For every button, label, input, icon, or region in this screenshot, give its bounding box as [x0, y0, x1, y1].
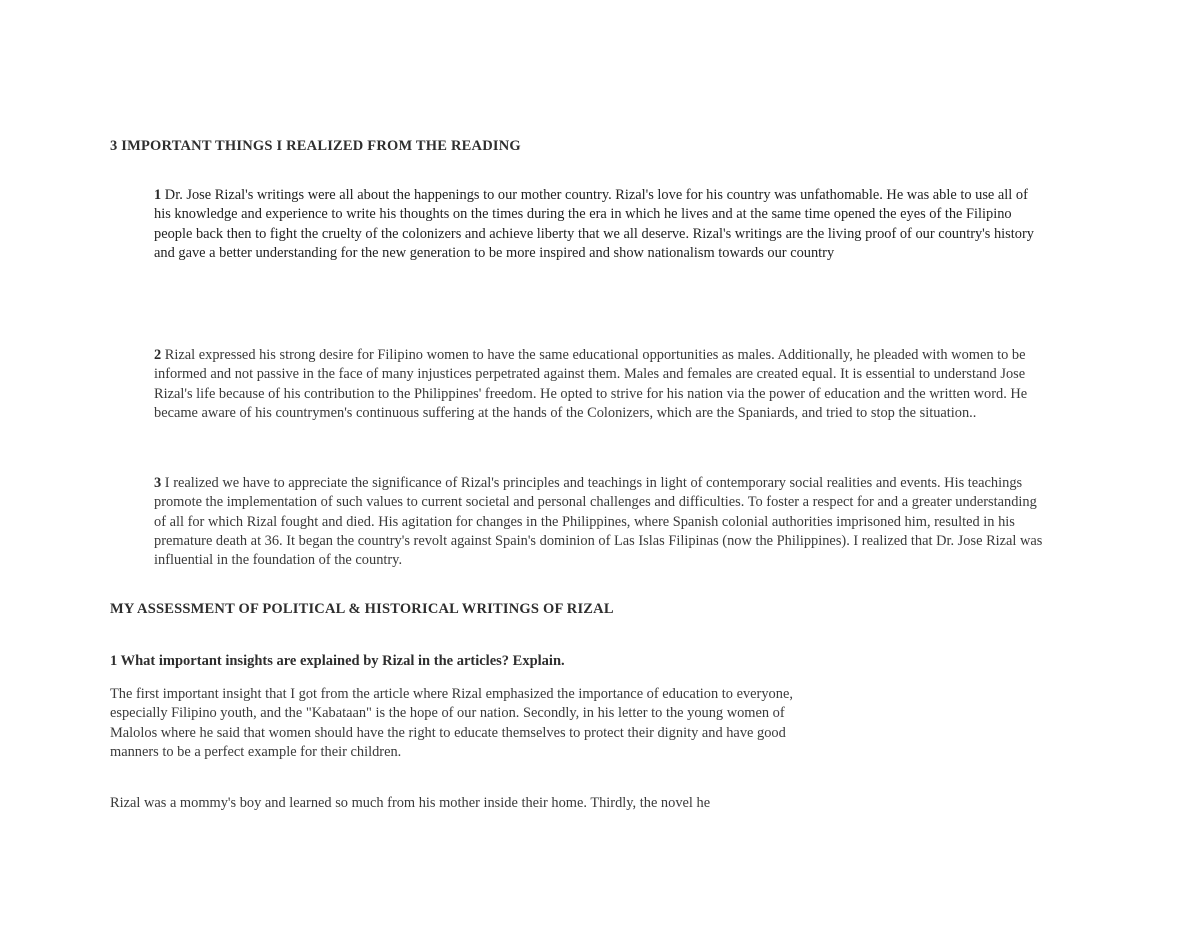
- item-number: 3: [154, 475, 162, 491]
- realization-item-3: [154, 474, 1046, 570]
- item-number: 2: [154, 347, 162, 363]
- section-heading-realizations: 3 IMPORTANT THINGS I REALIZED FROM THE READING: [110, 138, 521, 154]
- item-text: Rizal expressed his strong desire for Filipino women to have the same educational opportunities as males. Additionally, he pleaded with women to be informed and not passive in the face of many injustices perpetrated against them. Males and females are created equal. It is essential to understand Jose Rizal's life because of his contribution to the Philippines' freedom. He opted to strive for his nation via the power of education and the written word. He became aware of his countrymen's continuous suffering at the hands of the Colonizers, which are the Spaniards, and tried to stop the situation..: [154, 347, 1028, 421]
- item-text: Dr. Jose Rizal's writings were all about the happenings to our mother country. Rizal's love for his country was unfathomable. He was able to use all of his knowledge and experience to write his thoughts on the times during the era in which he lives and at the same time opened the eyes of the Filipino people back then to fight the cruelty of the colonizers and achieve liberty that we all deserve. Rizal's writings are the living proof of our country's history and gave a better understanding for the new generation to be more inspired and show nationalism towards our country: [154, 187, 1034, 261]
- item-number: 1: [154, 187, 162, 203]
- section-heading-assessment: MY ASSESSMENT OF POLITICAL & HISTORICAL WRITINGS OF RIZAL: [110, 601, 614, 617]
- answer-paragraph-1: The first important insight that I got from the article where Rizal emphasized the importance of education to everyone, especially Filipino youth, and the "Kabataan" is the hope of our nation. Secondly, in his letter to the young women of Malolos where he said that women should have the right to educate themselves to protect their dignity and have good manners to be a perfect example for their children.: [110, 686, 793, 760]
- item-text: I realized we have to appreciate the significance of Rizal's principles and teachings in light of contemporary social realities and events. His teachings promote the implementation of such values to current societal and personal challenges and difficulties. To foster a respect for and a greater understanding of all for which Rizal fought and died. His agitation for changes in the Philippines, where Spanish colonial authorities imprisoned him, resulted in his premature death at 36. It began the country's revolt against Spain's dominion of Las Islas Filipinas (now the Philippines). I realized that Dr. Jose Rizal was influential in the foundation of the country.: [154, 475, 1043, 569]
- assessment-question-1: 1 What important insights are explained by Rizal in the articles? Explain.: [110, 653, 565, 669]
- answer-paragraph-2: Rizal was a mommy's boy and learned so much from his mother inside their home. Thirdly, the novel he: [110, 795, 711, 811]
- realization-item-1: [154, 186, 1046, 263]
- realization-item-2: [154, 346, 1046, 423]
